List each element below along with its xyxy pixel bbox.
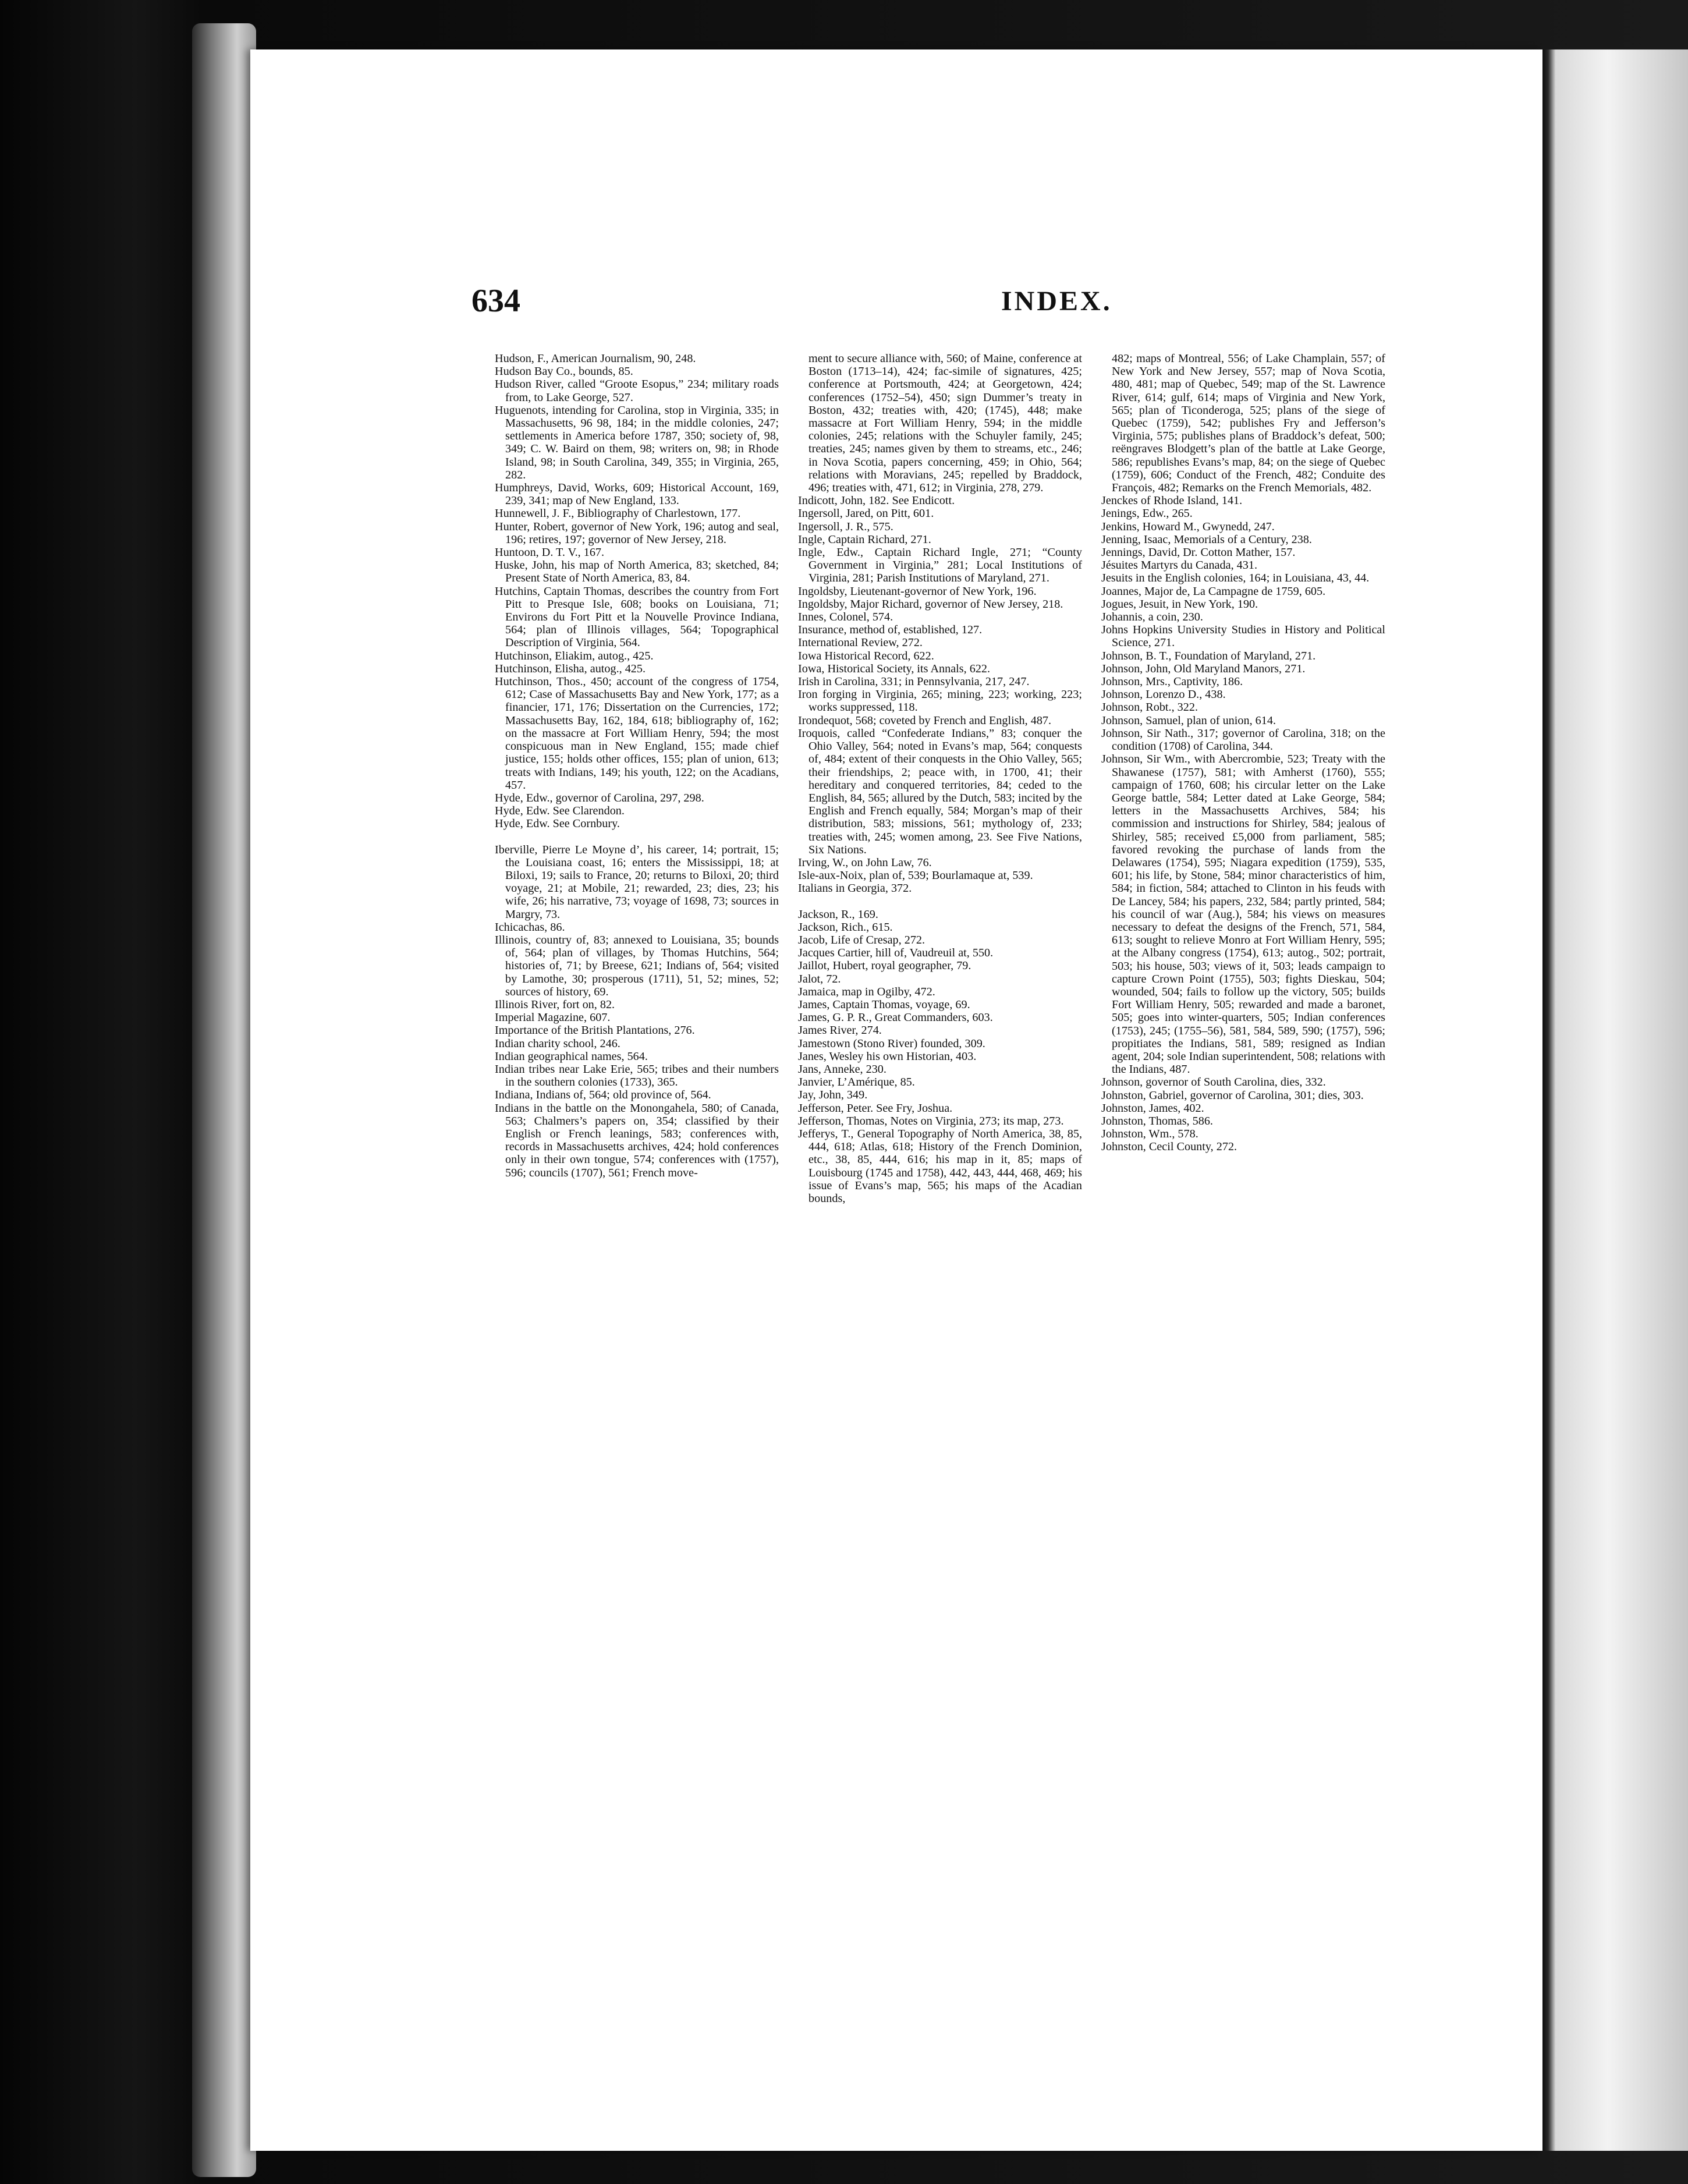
index-entry: Hyde, Edw., governor of Carolina, 297, 298. bbox=[495, 791, 704, 804]
index-columns bbox=[495, 352, 1385, 1959]
index-entry: Johnson, Robt., 322. bbox=[1101, 701, 1198, 714]
index-entry: Hutchinson, Eliakim, autog., 425. bbox=[495, 649, 654, 662]
index-entry: Johannis, a coin, 230. bbox=[1101, 611, 1203, 624]
index-entry: Jogues, Jesuit, in New York, 190. bbox=[1101, 597, 1258, 611]
index-entry: Johnston, Wm., 578. bbox=[1101, 1128, 1198, 1141]
book-page bbox=[250, 49, 1542, 2151]
index-entry: Johnson, Sir Nath., 317; governor of Carolina, 318; on the condition (1708) of Carolina, 344. bbox=[1101, 726, 1385, 753]
index-entry: Johnson, B. T., Foundation of Maryland, 271. bbox=[1101, 649, 1316, 662]
index-entry: Joannes, Major de, La Campagne de 1759, 605. bbox=[1101, 584, 1326, 598]
index-entry: Huntoon, D. T. V., 167. bbox=[495, 546, 605, 559]
index-entry: Ingersoll, Jared, on Pitt, 601. bbox=[798, 507, 934, 520]
index-entry: Johnston, Thomas, 586. bbox=[1101, 1114, 1213, 1128]
index-entry: Innes, Colonel, 574. bbox=[798, 611, 893, 624]
index-entry: Johns Hopkins University Studies in History and Political Science, 271. bbox=[1101, 623, 1385, 650]
index-entry: International Review, 272. bbox=[798, 636, 923, 650]
index-entry: Jackson, Rich., 615. bbox=[798, 920, 893, 934]
index-entry: Huguenots, intending for Carolina, stop in Virginia, 335; in Massachusetts, 96 98, 184; in the middle colonies, 247; settlements in America before 1787, 350; society of, 98, 349; C. W. Baird on them, 98; writers on, 98; in Rhode Island, 98; in South Carolina, 349, 355; in Virginia, 265, 282. bbox=[495, 403, 779, 481]
index-entry: Hudson, F., American Journalism, 90, 248. bbox=[495, 352, 696, 365]
index-entry: Indian geographical names, 564. bbox=[495, 1050, 648, 1063]
index-entry: Jacques Cartier, hill of, Vaudreuil at, 550. bbox=[798, 946, 994, 960]
index-entry: Ichicachas, 86. bbox=[495, 920, 565, 934]
index-entry: Janvier, L’Amérique, 85. bbox=[798, 1076, 915, 1089]
index-entry: Hyde, Edw. See Clarendon. bbox=[495, 804, 625, 818]
index-entry: Johnson, Lorenzo D., 438. bbox=[1101, 688, 1226, 701]
index-entry: Jans, Anneke, 230. bbox=[798, 1062, 886, 1076]
index-entry: Johnson, John, Old Maryland Manors, 271. bbox=[1101, 662, 1306, 675]
facing-page-edge bbox=[1542, 49, 1688, 2151]
index-entry: Irondequot, 568; coveted by French and English, 487. bbox=[798, 714, 1052, 727]
index-entry: Insurance, method of, established, 127. bbox=[798, 623, 983, 637]
index-entry: Ingoldsby, Major Richard, governor of New Jersey, 218. bbox=[798, 597, 1063, 611]
index-entry: Jamaica, map in Ogilby, 472. bbox=[798, 985, 935, 998]
index-entry: Hudson River, called “Groote Esopus,” 234; military roads from, to Lake George, 527. bbox=[495, 378, 779, 404]
index-entry: Iberville, Pierre Le Moyne d’, his career, 14; portrait, 15; the Louisiana coast, 16; enters the Mississippi, 18; at Biloxi, 19; sails to France, 20; returns to Biloxi, 20; third voyage, 21; at Mobile, 21; rewarded, 23; dies, 23; his wife, 26; his narrative, 73; voyage of 1698, 73; sources in Margry, 73. bbox=[495, 843, 779, 921]
index-entry: Jenckes of Rhode Island, 141. bbox=[1101, 494, 1243, 508]
index-entry: Indian charity school, 246. bbox=[495, 1037, 620, 1050]
index-column-3 bbox=[1101, 352, 1385, 1959]
index-entry: Indian tribes near Lake Erie, 565; tribes and their numbers in the southern colonies (1733), 365. bbox=[495, 1062, 779, 1089]
index-entry: Hunter, Robert, governor of New York, 196; autog and seal, 196; retires, 197; governor of New Jersey, 218. bbox=[495, 520, 779, 546]
index-entry: Jenning, Isaac, Memorials of a Century, 238. bbox=[1101, 533, 1312, 546]
index-entry: Importance of the British Plantations, 276. bbox=[495, 1024, 695, 1037]
index-entry: Johnson, governor of South Carolina, dies, 332. bbox=[1101, 1076, 1326, 1089]
index-entry: Indiana, Indians of, 564; old province of, 564. bbox=[495, 1089, 711, 1102]
index-entry: James River, 274. bbox=[798, 1024, 882, 1037]
index-entry: Jenkins, Howard M., Gwynedd, 247. bbox=[1101, 520, 1275, 533]
index-entry: Jamestown (Stono River) founded, 309. bbox=[798, 1037, 985, 1050]
index-entry: Ingersoll, J. R., 575. bbox=[798, 520, 893, 533]
index-entry: Johnson, Mrs., Captivity, 186. bbox=[1101, 675, 1243, 689]
index-entry: Janes, Wesley his own Historian, 403. bbox=[798, 1050, 977, 1063]
index-entry: Jefferys, T., General Topography of North America, 38, 85, 444, 618; Atlas, 618; History of the French Dominion, etc., 38, 85, 444, 616; his map in it, 85; maps of Louisbourg (1745 and 1758), 442, 443, 444, 468, 469; his issue of Evans’s map, 565; his maps of the Acadian bounds, bbox=[798, 1127, 1082, 1205]
index-entry: Jefferson, Peter. See Fry, Joshua. bbox=[798, 1101, 953, 1115]
index-entry: Indicott, John, 182. See Endicott. bbox=[798, 494, 955, 508]
index-entry: Johnston, James, 402. bbox=[1101, 1101, 1204, 1115]
index-entry: Jackson, R., 169. bbox=[798, 907, 878, 921]
index-entry: Hyde, Edw. See Cornbury. bbox=[495, 817, 620, 831]
index-entry: Iowa, Historical Society, its Annals, 622. bbox=[798, 662, 991, 675]
book-spine-left bbox=[192, 23, 256, 2177]
index-entry: Johnson, Samuel, plan of union, 614. bbox=[1101, 714, 1276, 727]
index-column-2 bbox=[798, 352, 1082, 1959]
index-entry: Iowa Historical Record, 622. bbox=[798, 649, 934, 662]
index-entry: Hutchinson, Thos., 450; account of the congress of 1754, 612; Case of Massachusetts Bay and New York, 177; as a financier, 171, 176; Dissertation on the Currencies, 172; Massachusetts Bay, 162, 184, 618; bibliography of, 162; on the massacre at Fort William Henry, 594; the most conspicuous man in New England, 155; made chief justice, 155; holds other offices, 155; plan of union, 613; treats with Indians, 149; his youth, 122; on the Acadians, 457. bbox=[495, 675, 779, 792]
index-entry: Illinois, country of, 83; annexed to Louisiana, 35; bounds of, 564; plan of villages, by Thomas Hutchins, 564; histories of, 71; by Breese, 621; Indians of, 564; visited by Lamothe, 30; prosperous (1711), 51, 52; mines, 52; sources of history, 69. bbox=[495, 933, 779, 998]
index-entry: Isle-aux-Noix, plan of, 539; Bourlamaque at, 539. bbox=[798, 869, 1033, 882]
index-entry: James, G. P. R., Great Commanders, 603. bbox=[798, 1011, 993, 1024]
index-entry: Jennings, David, Dr. Cotton Mather, 157. bbox=[1101, 546, 1296, 559]
index-entry: Indians in the battle on the Monongahela, 580; of Canada, 563; Chalmers’s papers on, 354; classified by their English or French leanings, 583; conferences with, records in Massachusetts archives, 424; hold conferences only in their own tongue, 574; conferences with (1757), 596; councils (1707), 561; French move- bbox=[495, 1101, 779, 1179]
index-entry: Hutchins, Captain Thomas, describes the country from Fort Pitt to Presque Isle, 608; books on Louisiana, 71; Environs du Fort Pitt et la Nouvelle Province Indiana, 564; plan of Illinois villages, 564; Topographical Description of Virginia, 564. bbox=[495, 584, 779, 650]
index-entry: Illinois River, fort on, 82. bbox=[495, 998, 615, 1011]
index-entry: Iron forging in Virginia, 265; mining, 223; working, 223; works suppressed, 118. bbox=[798, 688, 1082, 714]
index-column-1 bbox=[495, 352, 779, 1959]
index-entry: Johnson, Sir Wm., with Abercrombie, 523; Treaty with the Shawanese (1757), 581; with Amherst (1760), 555; campaign of 1760, 608; his circular letter on the Lake George battle, 584; Letter dated at Lake George, 584; letters in the Massachusetts Archives, 584; his commission and instructions for Shirley, 584; jealous of Shirley, 585; received £5,000 from parliament, 585; favored revoking the purchase of lands from the Delawares (1754), 595; Niagara expedition (1759), 535, 601; his life, by Stone, 584; minor characteristics of him, 584; in fiction, 584; attached to Clinton in his feuds with De Lancey, 584; his papers, 232, 584; partly printed, 584; his council of war (Aug.), 584; his views on measures necessary to defeat the designs of the French, 571, 584, 613; sought to relieve Monro at Fort William Henry, 595; at the Albany congress (1754), 613; autog., 502; portrait, 503; his house, 503; views of it, 503; leads campaign to capture Crown Point (1755), 503; fights Dieskau, 504; wounded, 504; fails to follow up the victory, 505; builds Fort William Henry, 505; rewarded and made a baronet, 505; goes into winter-quarters, 505; Indian conferences (1753), 245; (1755–56), 581, 584, 589, 590; (1757), 596; propitiates the Indians, 581, 589; resigned as Indian agent, 204; sole Indian superintendent, 508; relations with the Indians, 487. bbox=[1101, 753, 1385, 1076]
index-entry: Iroquois, called “Confederate Indians,” 83; conquer the Ohio Valley, 564; noted in Evans’s map, 564; conquests of, 484; extent of their conquests in the Ohio Valley, 565; their friendships, 2; peace with, in 1700, 41; their hereditary and conquered territories, 84; ceded to the English, 84, 565; allured by the Dutch, 583; incited by the English and French equally, 584; Morgan’s map of their distribution, 583; missions, 561; mythology of, 233; treaties with, 245; women among, 23. See Five Nations, Six Nations. bbox=[798, 726, 1082, 856]
index-entry: Humphreys, David, Works, 609; Historical Account, 169, 239, 341; map of New England, 133. bbox=[495, 481, 779, 508]
index-entry: Hudson Bay Co., bounds, 85. bbox=[495, 365, 633, 378]
index-entry: ment to secure alliance with, 560; of Maine, conference at Boston (1713–14), 424; fac-simile of signatures, 425; conference at Portsmouth, 424; at Georgetown, 424; conferences (1752–54), 450; sign Dummer’s treaty in Boston, 432; treaties with, 420; (1745), 448; make massacre at Fort William Henry, 594; in the middle colonies, 245; relations with the Schuyler family, 245; treaties, 245; names given by them to streams, etc., 246; in Nova Scotia, papers concerning, 459; in Ohio, 564; relations with Moravians, 245; repelled by Braddock, 496; treaties with, 471, 612; in Virginia, 278, 279. bbox=[808, 352, 1082, 495]
index-entry: Hutchinson, Elisha, autog., 425. bbox=[495, 662, 646, 675]
index-entry: Jésuites Martyrs du Canada, 431. bbox=[1101, 559, 1257, 572]
index-entry: Jay, John, 349. bbox=[798, 1089, 868, 1102]
index-entry: Jalot, 72. bbox=[798, 972, 841, 985]
index-entry: Ingle, Edw., Captain Richard Ingle, 271; “County Government in Virginia,” 281; Local Institutions of Virginia, 281; Parish Institutions of Maryland, 271. bbox=[798, 546, 1082, 585]
index-entry: James, Captain Thomas, voyage, 69. bbox=[798, 998, 970, 1011]
index-entry: Ingle, Captain Richard, 271. bbox=[798, 533, 931, 546]
page-title: INDEX. bbox=[1001, 286, 1112, 317]
index-entry: Irving, W., on John Law, 76. bbox=[798, 856, 932, 869]
index-entry: Johnston, Cecil County, 272. bbox=[1101, 1140, 1237, 1154]
index-entry: Jesuits in the English colonies, 164; in Louisiana, 43, 44. bbox=[1101, 572, 1370, 585]
index-entry: Johnston, Gabriel, governor of Carolina, 301; dies, 303. bbox=[1101, 1089, 1364, 1102]
index-entry: Imperial Magazine, 607. bbox=[495, 1011, 611, 1024]
index-entry: Irish in Carolina, 331; in Pennsylvania, 217, 247. bbox=[798, 675, 1030, 689]
index-entry: Jacob, Life of Cresap, 272. bbox=[798, 933, 925, 946]
index-entry: Italians in Georgia, 372. bbox=[798, 882, 912, 895]
index-entry: Jefferson, Thomas, Notes on Virginia, 273; its map, 273. bbox=[798, 1114, 1064, 1128]
index-entry: Hunnewell, J. F., Bibliography of Charlestown, 177. bbox=[495, 507, 741, 520]
index-entry: 482; maps of Montreal, 556; of Lake Champlain, 557; of New York and New Jersey, 557; map of Nova Scotia, 480, 481; map of Quebec, 549; map of the St. Lawrence River, 614; gulf, 614; maps of Virginia and New York, 565; plan of Ticonderoga, 525; plans of the siege of Quebec (1759), 542; publishes Fry and Jefferson’s Virginia, 575; publishes plans of Braddock’s defeat, 500; reëngraves Blodgett’s plan of the battle at Lake George, 586; republishes Evans’s map, 84; on the siege of Quebec (1759), 606; Conduct of the French, 482; Conduite des François, 482; Remarks on the French Memorials, 482. bbox=[1112, 352, 1385, 495]
page-number: 634 bbox=[471, 283, 520, 319]
index-entry: Jenings, Edw., 265. bbox=[1101, 507, 1193, 520]
index-entry: Ingoldsby, Lieutenant-governor of New York, 196. bbox=[798, 584, 1037, 598]
index-entry: Jaillot, Hubert, royal geographer, 79. bbox=[798, 959, 971, 973]
index-entry: Huske, John, his map of North America, 83; sketched, 84; Present State of North America, 83, 84. bbox=[495, 559, 779, 585]
